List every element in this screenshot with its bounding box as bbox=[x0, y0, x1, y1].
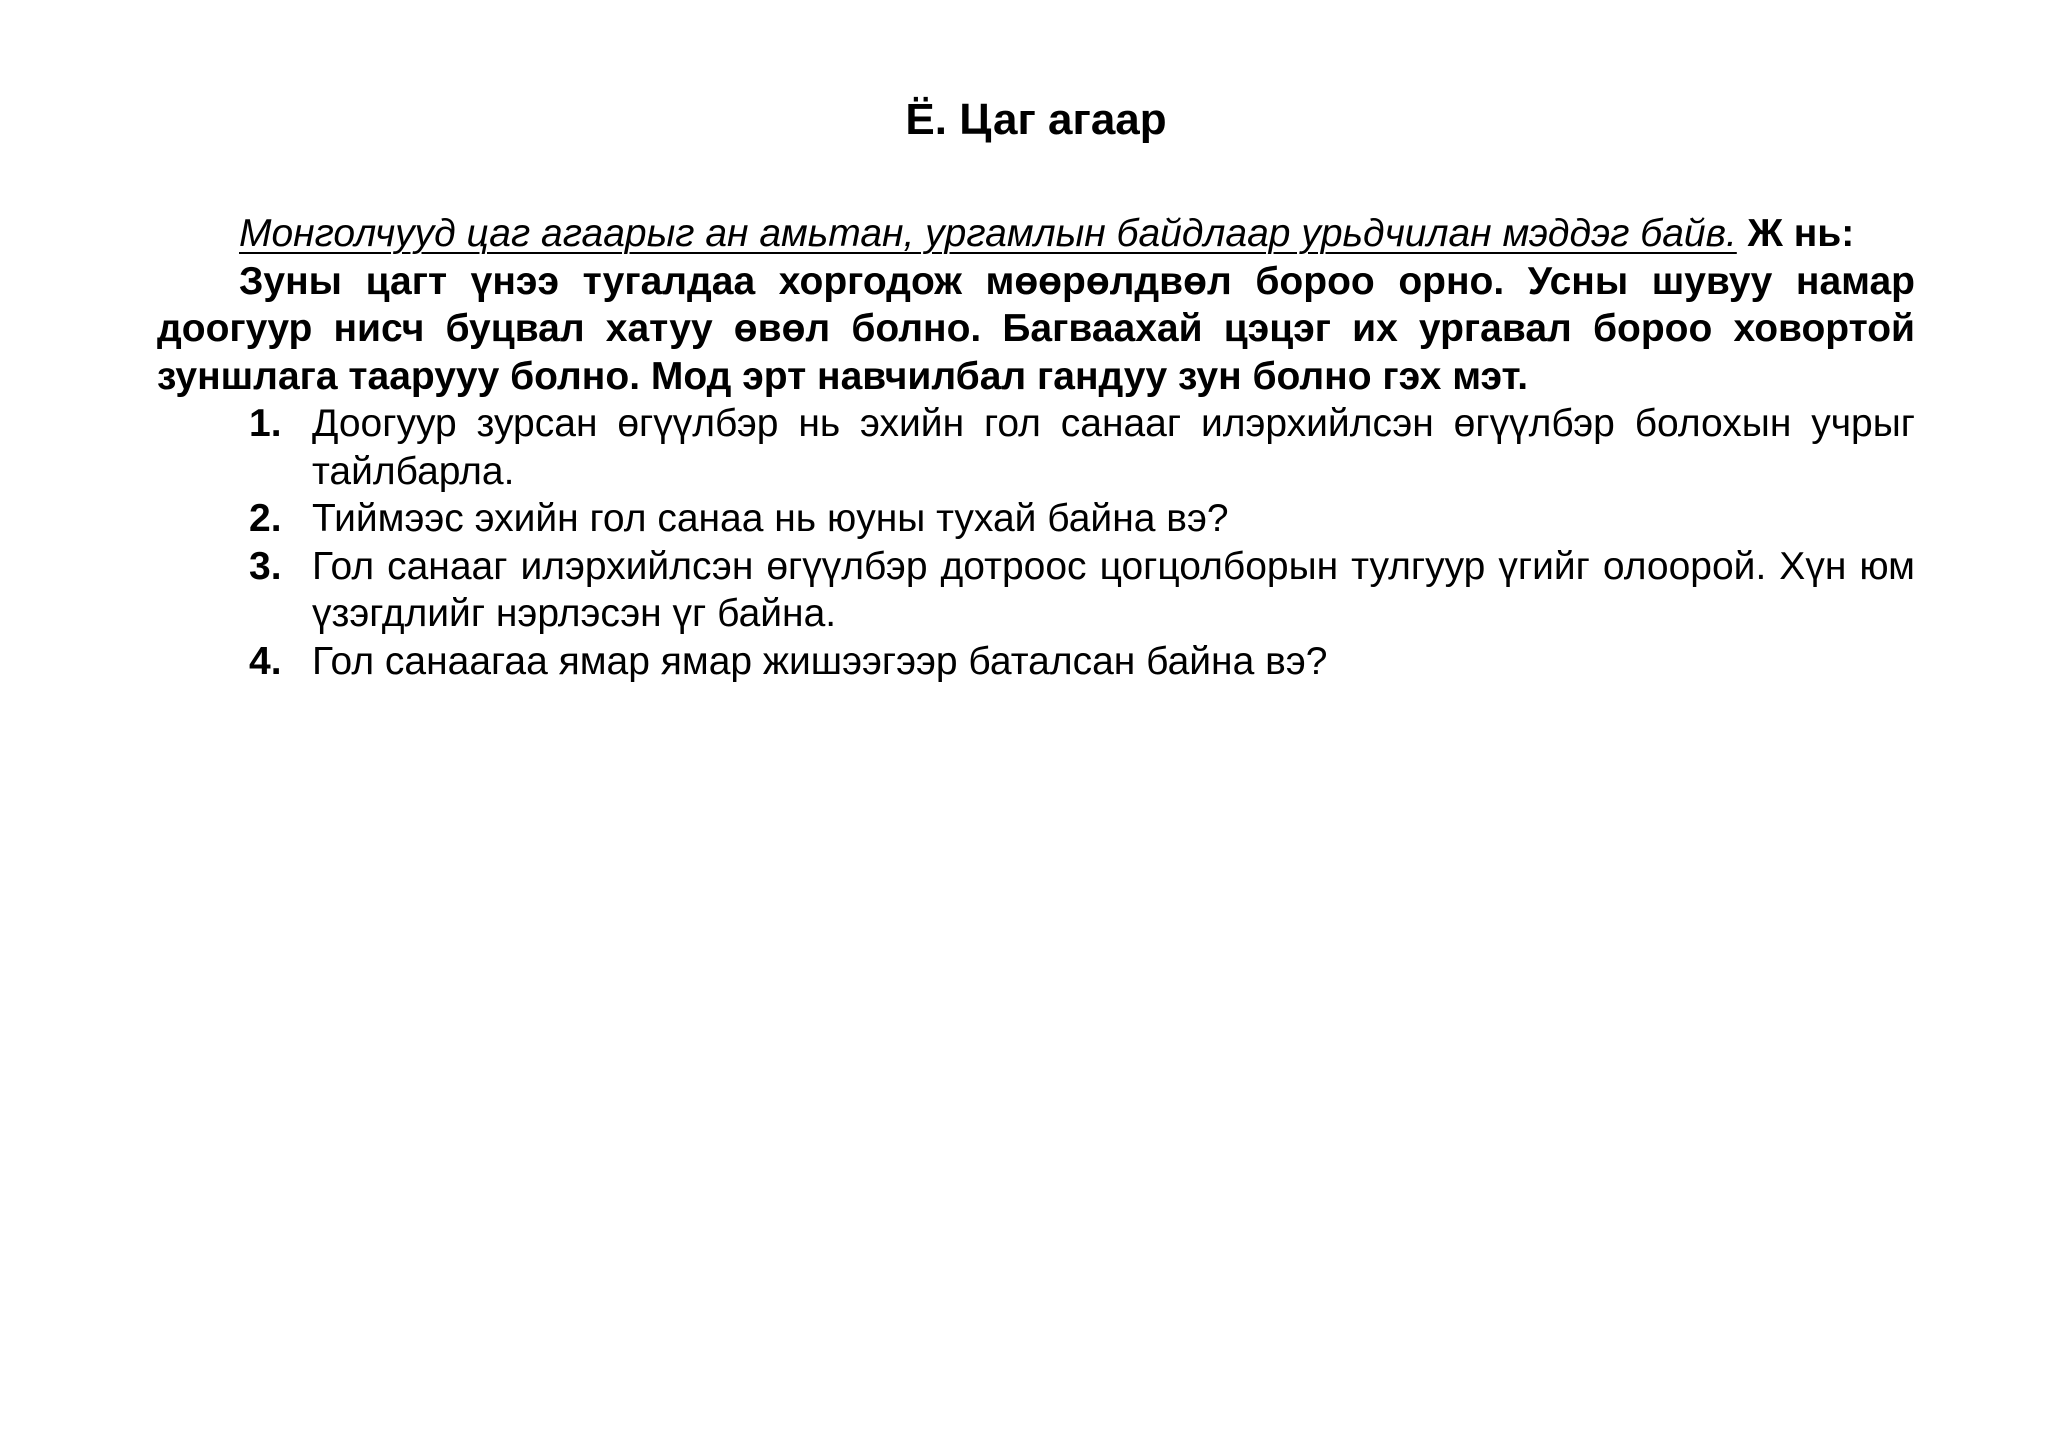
examples-paragraph: Зуны цагт үнээ тугалдаа хоргодож мөөрөлдвөл бороо орно. Усны шувуу намар доогуур нисч буцвал хатуу өвөл болно. Багваахай цэцэг их ургавал бороо ховортой зуншлага таарууу болно. Мод эрт навчилбал гандуу зун болно гэх мэт. bbox=[157, 259, 1915, 398]
question-item bbox=[157, 543, 1915, 638]
question-item bbox=[157, 400, 1915, 495]
question-number: 1. bbox=[249, 402, 282, 445]
topic-sentence: Монголчууд цаг агаарыг ан амьтан, ургамлын байдлаар урьдчилан мэддэг байв. bbox=[239, 212, 1737, 255]
document-page bbox=[157, 92, 1915, 685]
intro-paragraph bbox=[157, 210, 1915, 258]
question-item bbox=[157, 638, 1915, 686]
example-lead-in: Ж нь: bbox=[1747, 212, 1855, 255]
question-number: 3. bbox=[249, 544, 282, 588]
question-text: Гол санааг илэрхийлсэн өгүүлбэр дотроос цогцолборын тулгуур үгийг олоорой. Хүн юм үзэгдлийг нэрлэсэн үг байна. bbox=[312, 544, 1915, 635]
question-number: 4. bbox=[249, 639, 282, 683]
question-text: Тиймээс эхийн гол санаа нь юуны тухай байна вэ? bbox=[312, 497, 1229, 540]
page-title: Ё. Цаг агаар bbox=[905, 95, 1167, 144]
question-list bbox=[157, 400, 1915, 685]
question-item bbox=[157, 495, 1915, 543]
question-text: Гол санаагаа ямар ямар жишээгээр баталсан байна вэ? bbox=[312, 639, 1328, 683]
question-text: Доогуур зурсан өгүүлбэр нь эхийн гол санааг илэрхийлсэн өгүүлбэр болохын учрыг тайлбарла. bbox=[312, 402, 1915, 493]
question-number: 2. bbox=[249, 497, 282, 540]
